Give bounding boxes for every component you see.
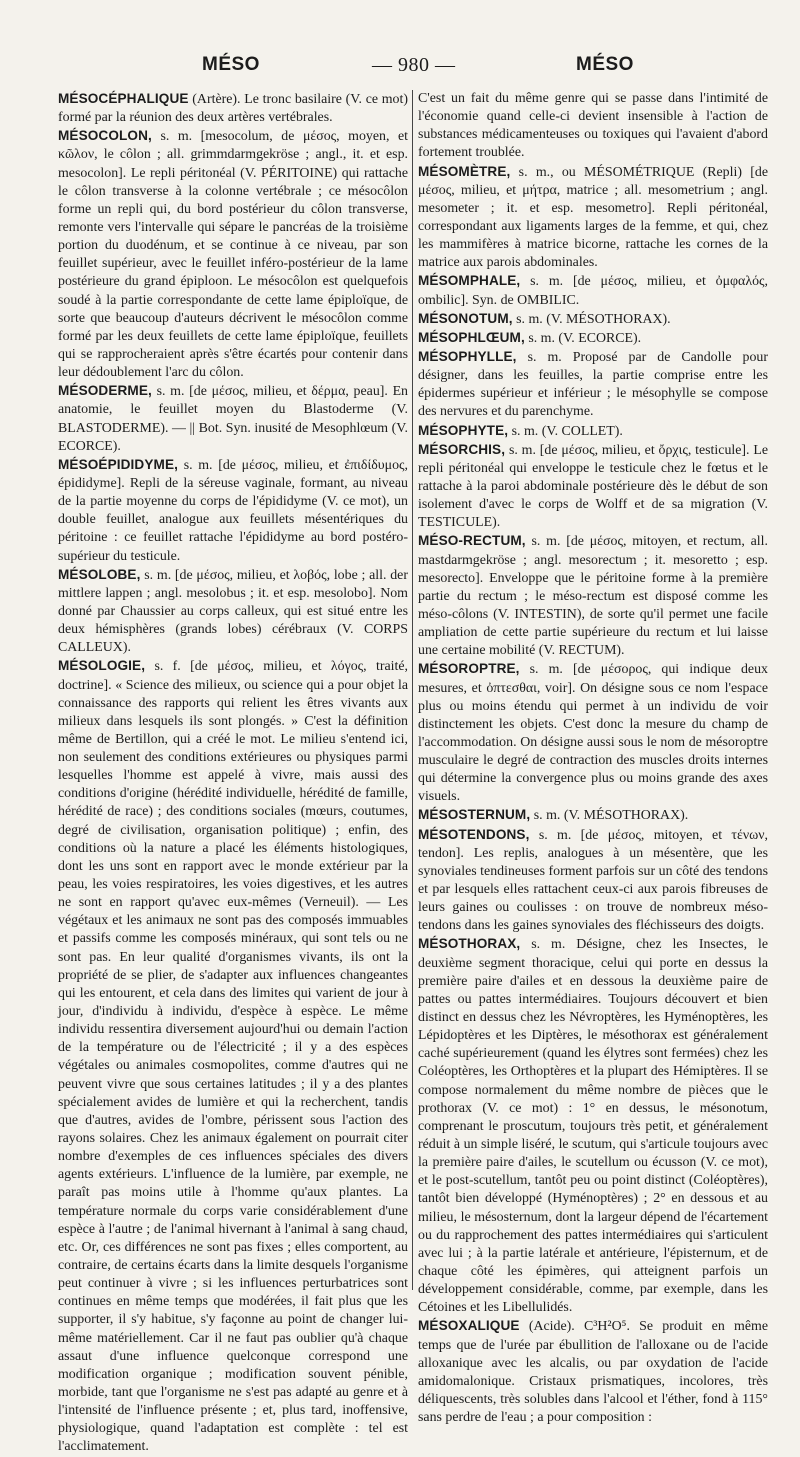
entry-text: s. m. [mesocolum, de μέσος, moyen, et κῶλον, le côlon ; all. grimmdarmgekröse ; angl., it. et esp. mesocolon]. Le repli péritonéal (V. PÉRITOINE) qui rattache le côlon transverse à la colonne vertébrale ; ce mésocôlon forme un repli qui, du bord postérieur du côlon transverse, remonte vers l'intervalle qui sépare le pancréas de la troisième portion du duodénum, et se continue à ce niveau, par son feuillet supérieur, avec le feuillet inféro-postérieur de la lame postérieure du grand épiploon. Le mésocôlon est quelquefois soudé à la partie correspondante de cette lame épiploïque, de sorte que beaucoup d'auteurs décrivent le mésocôlon comme formé par les deux feuillets de cette lame épiploïque, feuillets qui se rapprocheraient après s'être écartés pour contenir dans leur dédoublement l'arc du côlon. (58, 129, 408, 381)
entry-text: s. m. [de μέσος, milieu, et ἐπιδίδυμος, épididyme]. Repli de la séreuse vaginale, formant, au niveau de la partie moyenne du corps de l'épididyme (V. ce mot), un double feuillet, analogue aux feuillets mésentériques du péritoine : ce feuillet rattache l'épididyme au bord postéro-supérieur du testicule. (58, 457, 408, 564)
entry-text: s. m. (V. MÉSOTHORAX). (533, 808, 689, 824)
entry-headword: MÉSOSTERNUM, (418, 807, 531, 823)
entry-mesometre (418, 163, 768, 273)
entry-mesoxalique (418, 1317, 768, 1427)
entry-headword: MÉSORCHIS, (418, 441, 506, 457)
entry-headword: MÉSOTENDONS, (418, 826, 530, 842)
entry-mesorchis (418, 441, 768, 533)
entry-text: s. m. [de μέσορος, qui indique deux mesures, et ὀπτεσθαι, voir]. On désigne sous ce nom l'espace plus ou moins étendu qui permet à un individu de voir distinctement les objets. C'est donc la mesure du champ de l'accommodation. On désigne aussi sous le nom de mésoroptre musculaire le degré de contraction des muscles droits internes qui détermine la convergence plus ou moins grande des axes visuels. (418, 662, 768, 805)
entry-text: s. m. [de μέσος, milieu, et δέρμα, peau]. En anatomie, le feuillet moyen du Blastoderme (V. BLASTODERME). — || Bot. Syn. inusité de Mesophlœum (V. ECORCE). (58, 384, 408, 454)
entry-text: s. m. [de μέσος, milieu, et λοβός, lobe ; all. der mittlere lappen ; angl. mesolobus ; it. et esp. mesolobo]. Nom donné par Chaussier au corps calleux, qui est situé entre les deux hémisphères (grands lobes) cérébraux (V. CORPS CALLEUX). (58, 567, 408, 656)
entry-headword: MÉSOROPTRE, (418, 661, 520, 677)
entry-mesosternum (418, 806, 768, 825)
entry-headword: MÉSOXALIQUE (418, 1318, 520, 1334)
left-column (58, 90, 408, 1455)
entry-headword: MÉSOPHYTE, (418, 422, 509, 438)
entry-headword: MÉSOPHYLLE, (418, 348, 517, 364)
entry-text: C'est un fait du même genre qui se passe dans l'intimité de l'économie quand celle-ci devient insensible à l'action de substances médicamenteuses ou toxiques qui l'avaient d'abord fortement troublée. (418, 91, 768, 161)
entry-mesocolon (58, 127, 408, 382)
entry-headword: MÉSONOTUM, (418, 310, 513, 326)
entry-mesolobe (58, 566, 408, 658)
entry-mesoroptre (418, 660, 768, 806)
entry-text: s. m. [de μέσος, mitoyen, et τένων, tendon]. Les replis, analogues à un mésentère, que les synoviales tendineuses forment parfois sur un côté des tendons et par lesquels elles rattachent ceux-ci aux parois fibreuses de leurs gaines ou coulisses : on trouve de nombreux méso-tendons dans les gaines synoviales des fléchisseurs des doigts. (418, 827, 768, 934)
entry-text: s. m. [de μέσος, mitoyen, et rectum, all. mastdarmgekröse ; angl. mesorectum ; it. mesoretto ; esp. mesorecto]. Enveloppe que le péritoine forme à la première partie du rectum ; le méso-rectum est disposé comme les méso-côlons (V. INTESTIN), de sorte qu'il permet une facile ampliation de cette partie supérieure du rectum et lui laisse une certaine mobilité (V. RECTUM). (418, 534, 768, 659)
entry-headword: MÉSOCOLON, (58, 128, 152, 144)
entry-headword: MÉSOÉPIDIDYME, (58, 456, 178, 472)
column-rule (412, 90, 413, 1290)
entry-headword: MÉSOLOGIE, (58, 658, 146, 674)
right-column (418, 90, 768, 1426)
entry-mesocephalique (58, 90, 408, 127)
entry-text: s. m. [de μέσος, milieu, et ὄρχις, testicule]. Le repli péritonéal qui enveloppe le testicule chez le fœtus et le rattache à la paroi abdominale postérieure dès le début de son isolement d'avec le corps de Wolff et de sa migration (V. TESTICULE). (418, 442, 768, 531)
entry-headword: MÉSOMÈTRE, (418, 163, 511, 179)
entry-text: s. m. Proposé par de Candolle pour désigner, dans les feuilles, la partie comprise entre les épidermes supérieur et inférieur ; le mésophylle se compose des nervures et du parenchyme. (418, 349, 768, 420)
entry-mesonotum (418, 310, 768, 329)
entry-text: (Acide). C³H²O⁵. Se produit en même temps que de l'urée par ébullition de l'alloxane ou de l'acide alloxanique avec les alcalis, ou par oxydation de l'acide amidomalonique. Cristaux prismatiques, incolores, très déliquescents, très solubles dans l'alcool et l'éther, fond à 115° sans perdre de l'eau ; a pour composition : (418, 1319, 768, 1426)
entry-mesomphale (418, 272, 768, 309)
entry-headword: MÉSODERME, (58, 383, 152, 399)
entry-headword: MÉSOTHORAX, (418, 936, 521, 952)
entry-mesophylle (418, 348, 768, 422)
entry-mesophloeum (418, 329, 768, 348)
entry-mesoderme (58, 382, 408, 456)
entry-mesoepididyme (58, 456, 408, 566)
entry-mesothorax (418, 935, 768, 1317)
entry-text: s. m. (V. COLLET). (511, 423, 623, 439)
entry-headword: MÉSOPHLŒUM, (418, 329, 525, 345)
entry-text: s. m. Désigne, chez les Insectes, le deuxième segment thoracique, celui qui porte en dessus la première paire d'ailes et en dessous la deuxième paire de pattes ou pattes intermédiaires. Toujours découvert et bien distinct en dessus chez les Névroptères, les Hyménoptères, les Lépidoptères et les Diptères, le mésothorax est généralement caché supérieurement (quand les élytres sont fermées) chez les Coléoptères, les Orthoptères et la plupart des Hémiptères. Il se compose normalement du même nombre de pièces que le prothorax (V. ce mot) : 1° en dessus, le mésonotum, comprenant le proscutum, toujours très petit, et généralement réduit à un simple liséré, le scutum, qui s'articule toujours avec la première paire d'ailes, le scutellum ou écusson (V. ce mot), et le post-scutellum, tantôt peu ou point distinct (Coléoptères), tantôt bien développé (Hyménoptères) ; 2° en dessous et au milieu, le mésosternum, dont la largeur dépend de l'écartement ou du rapprochement des pattes intermédiaires qui s'articulent avec lui ; à la partie latérale et antérieure, l'épisternum, et de chaque côté les épimères, qui atteignent parfois un développement considérable, comme, par exemple, dans les Cétoines et les Libellulidés. (418, 937, 768, 1316)
running-head-left: MÉSO (202, 54, 260, 75)
entry-text: s. f. [de μέσος, milieu, et λόγος, traité, doctrine]. « Science des milieux, ou science qui a pour objet la connaissance des rapports qui relient les êtres vivants aux milieux dans lesquels ils sont plongés. » C'est la définition même de Bertillon, qui a créé le mot. Le milieu s'entend ici, non seulement des conditions extérieures ou physiques parmi lesquelles l'homme est appelé à vivre, mais aussi des conditions d'origine (hérédité individuelle, hérédité de famille, hérédité de race) ; des conditions sociales (mœurs, coutumes, degré de civilisation, organisation politique) ; enfin, des conditions où la nature a placé les éléments histologiques, dont les uns sont en rapport avec le monde extérieur par la peau, les voies respiratoires, les voies digestives, et les autres ne sont en rapport qu'avec eux-mêmes (Verneuil). — Les végétaux et les animaux ne sont pas des composés immuables et passifs comme les composés minéraux, qui sont tels ou ne sont pas. En leur qualité d'organismes vivants, ils ont la propriété de se plier, de s'adapter aux influences changeantes qui les entourent, et cela dans des limites qui varient de jour à jour, d'individu à individu, d'espèce à espèce. Le même individu ressentira diversement aujourd'hui ou demain l'action de la température ou de l'électricité ; il y a des espèces végétales ou animales cosmopolites, comme d'autres qui ne peuvent vivre que sous certaines latitudes ; il y a des plantes spécialement avides de lumière et qui la recherchent, tandis que d'autres, avides de l'ombre, périssent sous l'action des rayons solaires. Chez les animaux également on pourrait citer nombre d'exemples de ces influences spéciales des divers agents extérieurs. L'influence de la lumière, par exemple, ne paraît pas moins utile à l'homme qu'aux plantes. La température normale du corps varie considérablement d'une espèce à l'autre ; de l'animal hivernant à l'animal à sang chaud, etc. Or, ces différences ne sont pas fixes ; elles comportent, au contraire, de certains écarts dans la limite desquels l'organisme peut continuer à vivre ; si les influences perturbatrices sont continues en même temps que modérées, il fait plus que les supporter, il s'y habitue, s'y façonne au point de changer lui-même matériellement. Car il ne faut pas oublier qu'à chaque assaut d'une influence quelconque correspond une modification organique ; modification souvent pénible, morbide, tant que l'organisme ne s'est pas adapté au genre et à l'intensité de l'influence présente ; et, plus tard, inoffensive, physiologique, quand l'adaptation est complète : tel est l'acclimatement. (58, 659, 408, 1455)
entry-meso-rectum (418, 532, 768, 660)
entry-continuation (418, 90, 768, 163)
entry-text: s. m. [de μέσος, milieu, et ὀμφαλός, ombilic]. Syn. de OMBILIC. (418, 274, 768, 308)
page-header (0, 54, 800, 88)
entry-headword: MÉSO-RECTUM, (418, 533, 526, 549)
entry-mesophyte (418, 422, 768, 441)
entry-headword: MÉSOMPHALE, (418, 273, 521, 289)
entry-headword: MÉSOLOBE, (58, 566, 141, 582)
entry-headword: MÉSOCÉPHALIQUE (58, 91, 189, 106)
entry-mesologie (58, 657, 408, 1456)
page-number: — 980 — (372, 54, 456, 76)
entry-text: s. m. (V. MÉSOTHORAX). (516, 311, 671, 327)
running-head-right: MÉSO (576, 54, 634, 75)
entry-mesotendons (418, 826, 768, 936)
entry-text: s. m. (V. ECORCE). (528, 330, 642, 346)
entry-text: (Artère). Le tronc basilaire (V. ce mot) formé par la réunion des deux artères vertébrales. (58, 92, 408, 126)
entry-text: s. m., ou MÉSOMÉTRIQUE (Repli) [de μέσος, milieu, et μήτρα, matrice ; all. mesometrium ; angl. mesometer ; it. et esp. mesometro]. Repli péritonéal, correspondant aux ligaments larges de la femme, et qui, chez les mammifères à matrice bicorne, rattache les cornes de la matrice aux parois abdominales. (418, 164, 768, 271)
